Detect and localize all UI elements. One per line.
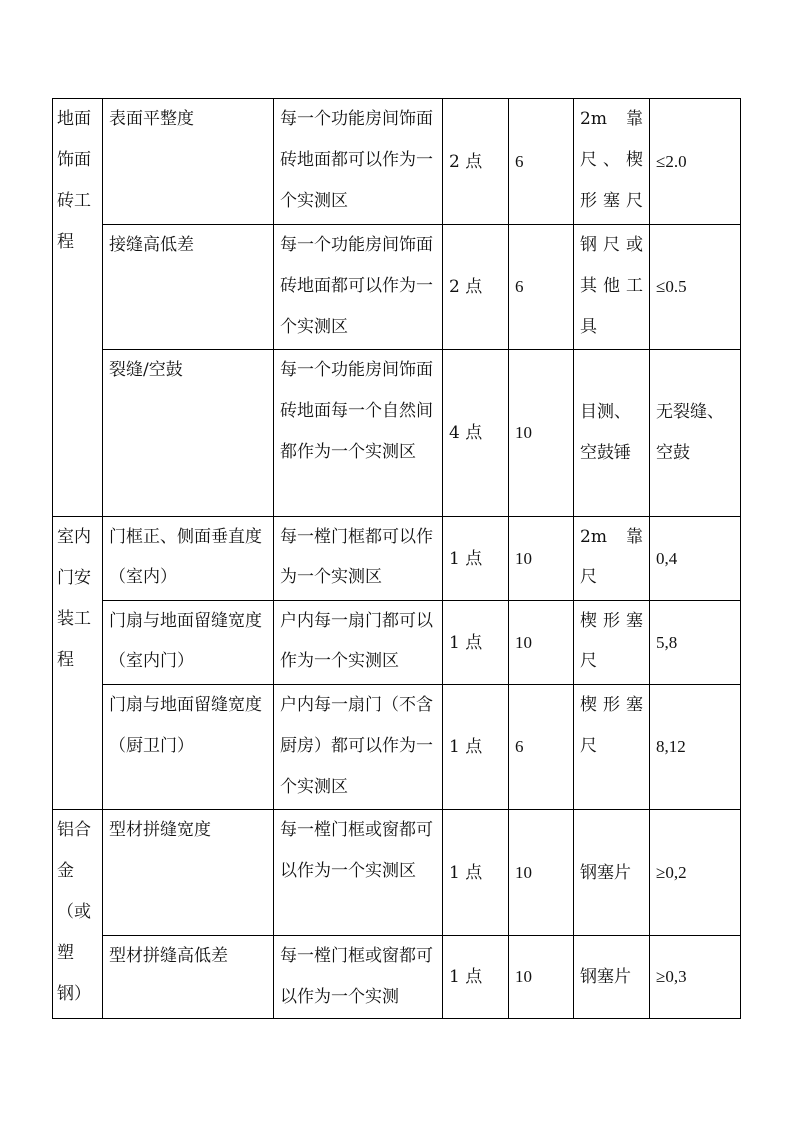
item-cell: 型材拼缝宽度 — [103, 810, 274, 936]
item-cell: 表面平整度 — [103, 99, 274, 225]
scope-cell: 每一个功能房间饰面砖地面都可以作为一个实测区 — [274, 99, 443, 225]
standard-cell: 5,8 — [650, 601, 741, 685]
category-cell: 室内门安装工程 — [53, 517, 103, 810]
item-cell: 门扇与地面留缝宽度（室内门） — [103, 601, 274, 685]
scope-cell: 每一个功能房间饰面砖地面都可以作为一个实测区 — [274, 225, 443, 350]
points-cell: 1 点 — [443, 936, 509, 1019]
scope-cell: 每一樘门框或窗都可以作为一个实测 — [274, 936, 443, 1019]
inspection-table — [52, 98, 741, 1019]
scope-cell: 户内每一扇门（不含厨房）都可以作为一个实测区 — [274, 685, 443, 810]
points-cell: 1 点 — [443, 685, 509, 810]
standard-cell: 无裂缝、空鼓 — [650, 350, 741, 517]
count-cell: 6 — [509, 99, 574, 225]
points-cell: 2 点 — [443, 99, 509, 225]
count-cell: 10 — [509, 810, 574, 936]
scope-cell: 每一樘门框或窗都可以作为一个实测区 — [274, 810, 443, 936]
tool-cell: 钢尺或其他工具 — [574, 225, 650, 350]
count-cell: 10 — [509, 350, 574, 517]
table-row — [53, 517, 741, 601]
points-cell: 2 点 — [443, 225, 509, 350]
item-cell: 门框正、侧面垂直度（室内） — [103, 517, 274, 601]
scope-cell: 户内每一扇门都可以作为一个实测区 — [274, 601, 443, 685]
table-row — [53, 225, 741, 350]
table-row — [53, 810, 741, 936]
standard-cell: ≤0.5 — [650, 225, 741, 350]
points-cell: 1 点 — [443, 810, 509, 936]
item-cell: 型材拼缝高低差 — [103, 936, 274, 1019]
standard-cell: ≥0,2 — [650, 810, 741, 936]
category-cell: 铝合金（或塑钢） — [53, 810, 103, 1019]
points-cell: 1 点 — [443, 601, 509, 685]
tool-cell: 钢塞片 — [574, 810, 650, 936]
count-cell: 6 — [509, 225, 574, 350]
count-cell: 10 — [509, 517, 574, 601]
standard-cell: ≤2.0 — [650, 99, 741, 225]
tool-cell: 钢塞片 — [574, 936, 650, 1019]
table-row — [53, 685, 741, 810]
item-cell: 门扇与地面留缝宽度（厨卫门） — [103, 685, 274, 810]
scope-cell: 每一个功能房间饰面砖地面每一个自然间都作为一个实测区 — [274, 350, 443, 517]
standard-cell: 0,4 — [650, 517, 741, 601]
tool-cell: 楔形塞尺 — [574, 601, 650, 685]
item-cell: 裂缝/空鼓 — [103, 350, 274, 517]
points-cell: 1 点 — [443, 517, 509, 601]
table-row — [53, 601, 741, 685]
standard-cell: 8,12 — [650, 685, 741, 810]
table-row — [53, 99, 741, 225]
tool-cell: 2m 靠尺 — [574, 517, 650, 601]
tool-cell: 2m 靠尺、楔形塞尺 — [574, 99, 650, 225]
table-row — [53, 936, 741, 1019]
standard-cell: ≥0,3 — [650, 936, 741, 1019]
points-cell: 4 点 — [443, 350, 509, 517]
count-cell: 10 — [509, 601, 574, 685]
tool-cell: 目测、空鼓锤 — [574, 350, 650, 517]
tool-cell: 楔形塞尺 — [574, 685, 650, 810]
table-row — [53, 350, 741, 517]
count-cell: 6 — [509, 685, 574, 810]
scope-cell: 每一樘门框都可以作为一个实测区 — [274, 517, 443, 601]
item-cell: 接缝高低差 — [103, 225, 274, 350]
count-cell: 10 — [509, 936, 574, 1019]
category-cell: 地面饰面砖工程 — [53, 99, 103, 517]
